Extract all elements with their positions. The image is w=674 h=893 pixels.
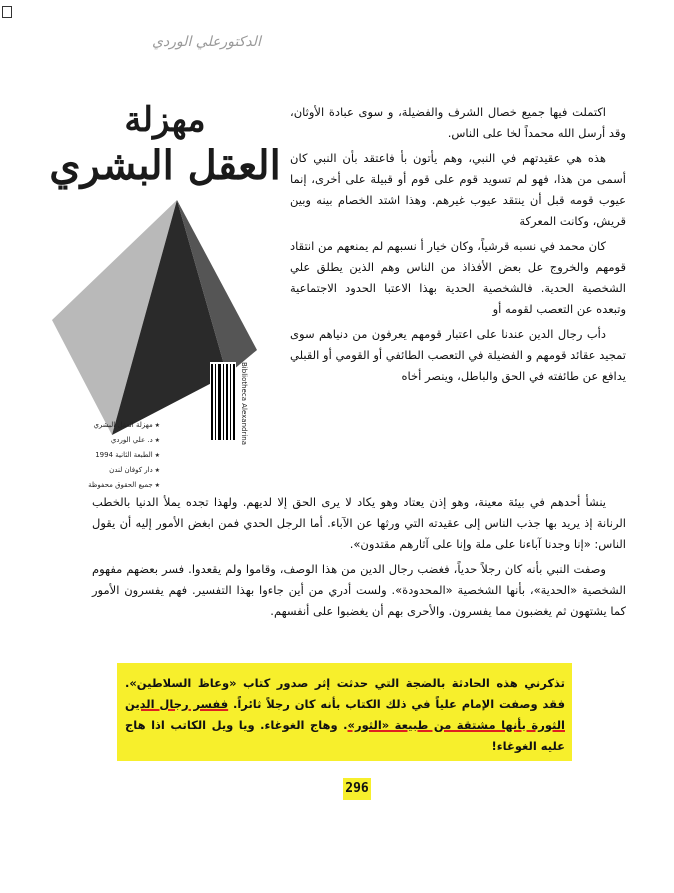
paragraph: هذه هي عقيدتهم في النبي، وهم يأتون بأ فاعتقد بأن النبي كان أسمى من هذا، فهو لم تسويد قوم على قوم أو قبيلة على أخرى، إنما عيوب قومه قبل أن ينتقد عيوب غيرهم. وهذا اشتد الخصام بينه وبين قريش، وكانت المعركة	[290, 151, 626, 228]
highlight-text-start: تذكرني هذه الحادثة بالضجة التي حدثت إثر صدور كتاب «وعاظ السلاطين». فقد وصفت الإمام علياً في ذلك الكتاب بأنه كان رجلاً ثائراً.	[125, 676, 565, 711]
cover-info-line: ★ الطبعة الثانية 1994	[40, 448, 160, 463]
paragraph: دأب رجال الدين عندنا على اعتبار قومهم يعرفون من دنياهم سوى تمجيد عقائد قومهم و الفضيلة في التعصب الطائفي أو القومي أو القبلي يدافع عن طائفته في الحق والباطل، وينصر أخاه	[290, 327, 626, 383]
cover-title	[45, 98, 285, 190]
cover-info-line: ★ د. علي الوردي	[40, 433, 160, 448]
cover-title-line2: العقل البشري	[49, 142, 281, 189]
barcode	[210, 362, 236, 442]
cover-title-line1: مهزلة	[124, 100, 206, 140]
right-column-text	[290, 102, 626, 391]
highlight-text-end: . وهاج الغوغاء. ويا ويل الكاتب اذا هاج عليه الغوغاء!	[125, 718, 565, 753]
cover-info-line: ★ دار كوفان لندن	[40, 463, 160, 478]
red-underlined-text: ففسر رجال الدين الثورة بأنها مشتقة من طبيعة «الثور»	[125, 697, 565, 732]
cover-info-line: ★ جميع الحقوق محفوظة	[40, 478, 160, 493]
book-cover	[40, 80, 295, 510]
barcode-label: Bibliotheca Alexandrina	[240, 362, 248, 445]
highlighted-paragraph	[125, 673, 565, 757]
paragraph: ينشأ أحدهم في بيئة معينة، وهو إذن يعتاد وهو يكاد لا يرى الحق إلا لديهم. ولهذا تجده يملأ الدنيا بالخطب الرنانة إذ يريد بها جذب الناس إلى عقيدته التي ورثها عن الآباء. أما الرجل الحدي فمن ابغض الأمور إليه أن يقول الناس: «إنا وجدنا آباءنا على ملة وإنا على آثارهم مقتدون».	[92, 495, 626, 551]
cover-info-line: ★ مهزلة العقل البشري	[40, 418, 160, 433]
paragraph: كان محمد في نسبه قرشياً، وكان خيار أ نسبهم لم يمنعهم من انتقاد قومهم والخروج عل بعض الأفذاذ من الناس وهم الذين يطلق علي الشخصية الحدية. فالشخصية الحدية بهذا الاعتبا الحدود الاجتماعية وتبعده عن التعصب لقومه أو	[290, 239, 626, 316]
cover-info	[40, 418, 160, 493]
page-number: 296	[343, 778, 371, 800]
author-signature: الدكتورعلي الوردي	[152, 34, 261, 50]
corner-mark	[2, 6, 12, 18]
paragraph: اكتملت فيها جميع خصال الشرف والفضيلة، و سوى عبادة الأوثان، وقد أرسل الله محمداً لخا على الناس.	[290, 105, 626, 140]
paragraph: وصفت النبي بأنه كان رجلاً حدياً، فغضب رجال الدين من هذا الوصف، وقاموا ولم يقعدوا. فسر بعضهم مفهوم الشخصية «الحدية»، بأنها الشخصية «المحدودة». ولست أدري من أين جاءوا بهذا التفسير. فهم يفسرون الأمور كما يشتهون ثم يغضبون مما يفسرون. والأحرى بهم أن يغضبوا على أنفسهم.	[92, 562, 626, 618]
full-width-text	[92, 492, 626, 626]
